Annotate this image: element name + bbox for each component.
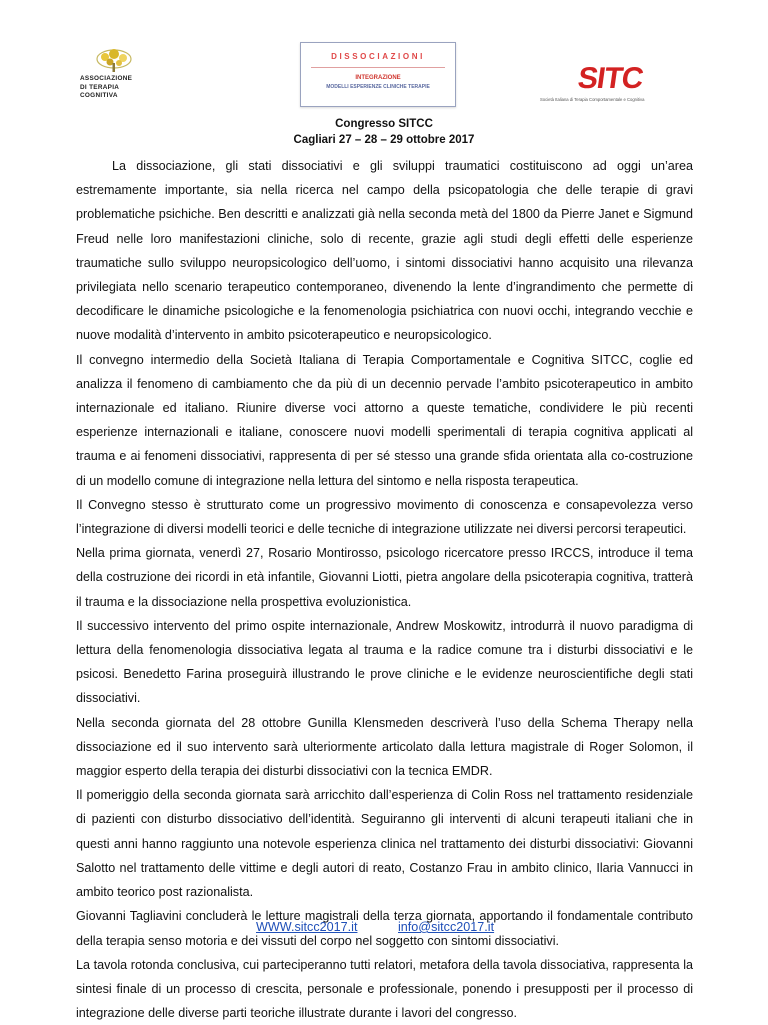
tree-icon xyxy=(92,48,136,74)
sitcc-logo xyxy=(540,64,660,102)
article-body xyxy=(76,154,693,1025)
congress-logo-caption: MODELLI ESPERIENZE CLINICHE TERAPIE xyxy=(326,84,430,90)
sitcc-logo-word: SITC xyxy=(575,62,645,95)
paragraph: Giovanni Tagliavini concluderà le letture magistrali della terza giornata, apportando il fondamentale contributo della terapia senso motoria e dei vissuti del corpo nel soggetto con sintomi dissociativi. xyxy=(76,909,693,948)
paragraph: Nella prima giornata, venerdì 27, Rosario Montirosso, psicologo ricercatore presso IRCCS, introduce il tema della costruzione dei ricordi in età infantile, Giovanni Liotti, pietra angolare della psicoterapia cognitiva, tratterà il trauma e la dissociazione nella prospettiva evoluzionistica. xyxy=(76,546,693,609)
sitcc-logo-caption: Società Italiana di Terapia Comportamentale e Cognitiva xyxy=(540,97,645,102)
email-link[interactable]: info@sitcc2017.it xyxy=(398,920,495,934)
congress-logo-subtitle: INTEGRAZIONE xyxy=(355,75,401,81)
paragraph: La tavola rotonda conclusiva, cui parteciperanno tutti relatori, metafora della tavola dissociativa, rappresenta la sintesi finale di un processo di crescita, personale e professionale, ponendo i presupposti per il processo di integrazione delle diverse parti teoriche illustrate durante i lavori del congresso. xyxy=(76,957,693,1021)
paragraph: Il Convegno stesso è strutturato come un progressivo movimento di conoscenza e consapevolezza verso l’integrazione di diversi modelli teorici e delle tecniche di integrazione utilizzate nei diversi percorsi terapeutici. xyxy=(76,497,693,537)
website-link[interactable]: WWW.sitcc2017.it xyxy=(256,920,358,934)
aitc-logo-line: COGNITIVA xyxy=(80,92,118,100)
congress-logo xyxy=(300,42,456,107)
page-subtitle: Cagliari 27 – 28 – 29 ottobre 2017 xyxy=(293,134,475,146)
paragraph: Il convegno intermedio della Società Italiana di Terapia Comportamentale e Cognitiva SITCC, coglie ed analizza il fenomeno di cambiamento che da più di un decennio pervade l’ambito psicoterapeutico in ambito internazionale ed italiano. Riunire diverse voci attorno a queste tematiche, condividere le più recenti esperienze internazionali e italiane, conoscere nuovi modelli sperimentali di terapia cognitiva applicati al trauma e ai fenomeni dissociativi, rappresenta di per sé stesso una grande sfida orientata alla co-costruzione di un modello comune di integrazione nella lettura del sintomo e nella risposta terapeutica. xyxy=(76,352,693,488)
paragraph: La dissociazione, gli stati dissociativi e gli sviluppi traumatici costituiscono ad oggi un’area estremamente importante, sia nella ricerca nel campo della psicopatologia che delle terapie di gravi problematiche psichiche. Ben descritti e analizzati già nella seconda metà del 1800 da Pierre Janet e Sigmund Freud nelle loro manifestazioni cliniche, solo di recente, grazie agli studi degli effetti delle esperienze traumatiche sullo sviluppo neuropsicologico dell’uomo, i sintomi dissociativi hanno acquisito una rilevanza privilegiata nello scenario terapeutico contemporaneo, divenendo la lente d’ingrandimento che permette di decodificare le dinamiche psicologiche e la fenomenologia psichiatrica con nuovi occhi, integrando vecchie e nuove modalità d’intervento in ambito psicoterapeutico e neuropsicologico. xyxy=(76,159,693,343)
paragraph: Nella seconda giornata del 28 ottobre Gunilla Klensmeden descriverà l’uso della Schema Therapy nella dissociazione ed il suo intervento sarà ulteriormente articolato dalla lettura magistrale di Roger Solomon, il maggior esperto della terapia dei disturbi dissociativi con la tecnica EMDR. xyxy=(76,715,693,779)
congress-logo-title: DISSOCIAZIONI xyxy=(331,52,425,61)
aitc-logo xyxy=(80,48,160,101)
aitc-logo-line: DI TERAPIA xyxy=(80,83,120,91)
congress-logo-divider xyxy=(311,67,445,68)
page-title: Congresso SITCC xyxy=(335,118,433,130)
paragraph: Il successivo intervento del primo ospite internazionale, Andrew Moskowitz, introdurrà il nuovo paradigma di lettura della fenomenologia dissociativa legata al trauma e la radice comune tra i disturbi dissociativi e le psicosi. Benedetto Farina proseguirà illustrando le prove cliniche e le evidenze neuroscientifiche degli stati dissociativi. xyxy=(76,618,693,706)
paragraph: Il pomeriggio della seconda giornata sarà arricchito dall’esperienza di Colin Ross nel trattamento residenziale di pazienti con disturbo dissociativo dell’identità. Seguiranno gli interventi di alcuni terapeuti italiani che in questi anni hanno raggiunto una notevole esperienza clinica nel trattamento dei disturbi dissociativi: Giovanni Salotto nel trattamento delle vittime e degli autori di reato, Costanzo Frau in ambito clinico, Ilaria Vannucci in ambito teorico post razionalista. xyxy=(76,788,693,900)
aitc-logo-line: ASSOCIAZIONE xyxy=(80,75,133,82)
